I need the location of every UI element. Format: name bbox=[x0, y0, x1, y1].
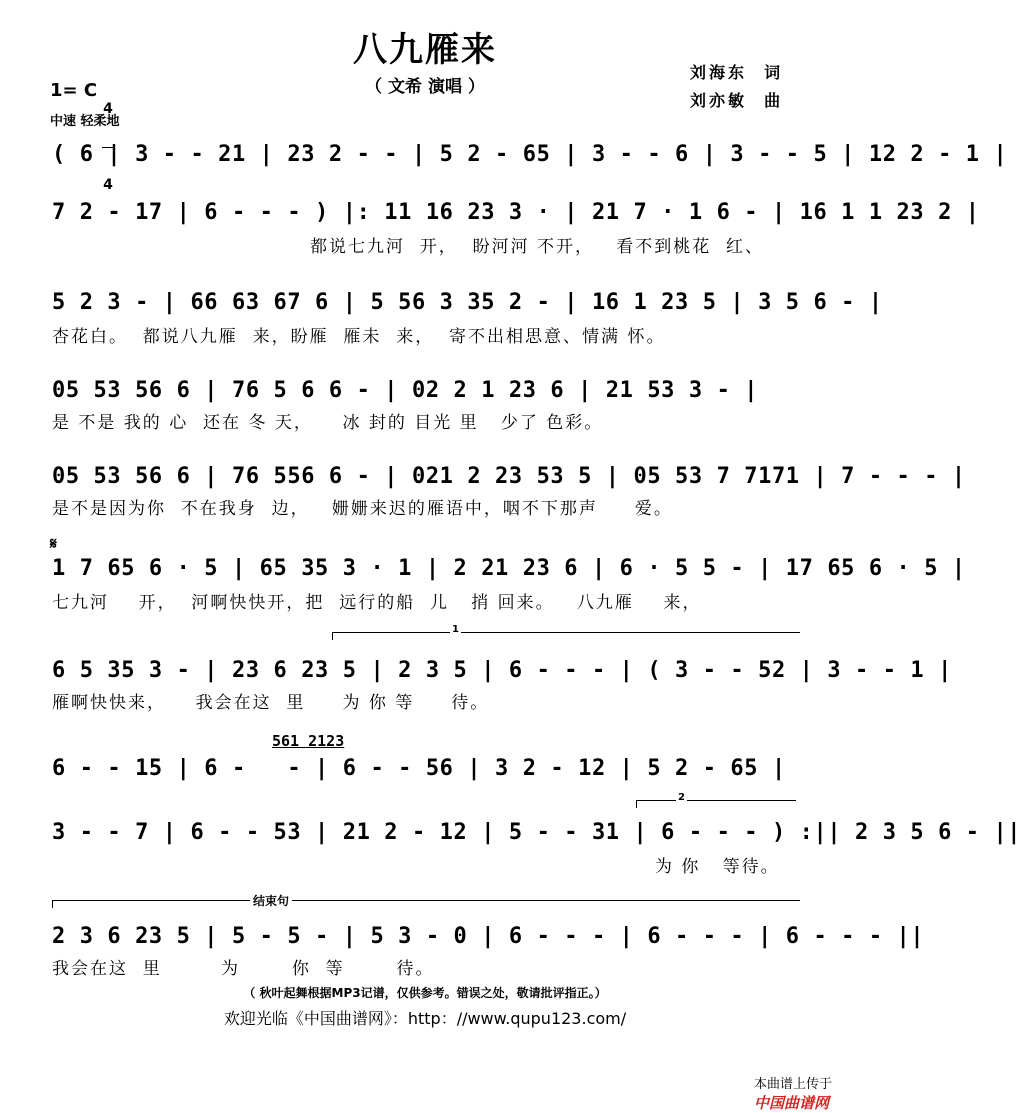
lyric-row-6: 七九河 开， 河啊快快开，把 远行的船 儿 捎 回来。 八九雁 来， bbox=[52, 593, 702, 613]
lyric-row-2: 都说七九河 开， 盼河河 不开， 看不到桃花 红、 bbox=[310, 237, 765, 257]
lyric-row-5: 是不是因为你 不在我身 边， 姗姗来迟的雁语中，咽不下那声 爱。 bbox=[52, 499, 673, 519]
welcome-line: 欢迎光临《中国曲谱网》：http：//www.qupu123.com/ bbox=[223, 1009, 627, 1028]
key-signature: 1= C bbox=[50, 80, 98, 101]
notation-row-10: 2 3 6 23 5 | 5 - 5 - | 5 3 - 0 | 6 - - - | 6 - - - | 6 - - - || bbox=[52, 924, 925, 949]
grace-notes: 561 2123 bbox=[272, 732, 345, 750]
lyric-row-10: 我会在这 里 为 你 等 待。 bbox=[52, 959, 435, 979]
time-signature-bottom: 4 bbox=[103, 177, 113, 193]
notation-row-6: 1 7 65 6 · 5 | 65 35 3 · 1 | 2 21 23 6 | 6 · 5 5 - | 17 65 6 · 5 | bbox=[52, 556, 966, 581]
lyric-row-7: 雁啊快快来， 我会在这 里 为 你 等 待。 bbox=[52, 693, 490, 713]
song-title: 八九雁来 bbox=[353, 30, 497, 70]
ending-phrase-line bbox=[52, 900, 800, 901]
tempo-marking: 中速 轻柔地 bbox=[50, 114, 120, 129]
lyricist-credit: 刘海东 词 bbox=[690, 63, 784, 82]
notation-row-3: 5 2 3 - | 66 63 67 6 | 5 56 3 35 2 - | 16 1 23 5 | 3 5 6 - | bbox=[52, 290, 883, 315]
volta-first-line bbox=[332, 632, 800, 633]
lyric-row-4: 是 不是 我的 心 还在 冬 天， 冰 封的 目光 里 少了 色彩。 bbox=[52, 413, 604, 433]
time-signature-top: 4 bbox=[103, 101, 113, 117]
lyric-row-9: 为 你 等待。 bbox=[655, 857, 780, 877]
lyric-row-3: 杏花白。 都说八九雁 来，盼雁 雁未 来， 寄不出相思意、情满 怀。 bbox=[52, 327, 666, 347]
upload-label: 本曲谱上传于 bbox=[753, 1077, 832, 1092]
notation-row-2: 7 2 - 17 | 6 - - - ) |: 11 16 23 3 · | 21 7 · 1 6 - | 16 1 1 23 2 | bbox=[52, 200, 980, 225]
volta-second-line bbox=[636, 800, 796, 801]
composer-credit: 刘亦敏 曲 bbox=[690, 91, 784, 110]
notation-row-7: 6 5 35 3 - | 23 6 23 5 | 2 3 5 | 6 - - - | ( 3 - - 52 | 3 - - 1 | bbox=[52, 658, 952, 683]
transcriber-note: （ 秋叶起舞根据MP3记谱，仅供参考。错误之处，敬请批评指正。） bbox=[243, 986, 607, 1000]
ending-phrase-label: 结束句 bbox=[250, 892, 292, 909]
notation-row-1: ( 6 | 3 - - 21 | 23 2 - - | 5 2 - 65 | 3 - - 6 | 3 - - 5 | 12 2 - 1 | bbox=[52, 142, 1008, 167]
notation-row-5: 05 53 56 6 | 76 556 6 - | 021 2 23 53 5 | 05 53 7 7171 | 7 - - - | bbox=[52, 464, 966, 489]
brand-logo: 中国曲谱网 bbox=[753, 1094, 829, 1112]
volta-first-cap bbox=[332, 632, 333, 640]
volta-second-cap bbox=[636, 800, 637, 808]
upload-brand bbox=[746, 1058, 832, 1113]
volta-second-number: 2 bbox=[678, 792, 685, 803]
notation-row-8: 6 - - 15 | 6 - - | 6 - - 56 | 3 2 - 12 | 5 2 - 65 | bbox=[52, 756, 786, 781]
singer-credit: （ 文希 演唱 ） bbox=[365, 77, 485, 97]
volta-first-number: 1 bbox=[452, 624, 459, 635]
segno-sign: 𝄋 bbox=[50, 534, 57, 553]
notation-row-9: 3 - - 7 | 6 - - 53 | 21 2 - 12 | 5 - - 31 | 6 - - - ) :|| 2 3 5 6 - || bbox=[52, 820, 1021, 845]
time-signature bbox=[102, 72, 114, 208]
notation-row-4: 05 53 56 6 | 76 5 6 6 - | 02 2 1 23 6 | 21 53 3 - | bbox=[52, 378, 759, 403]
ending-phrase-cap bbox=[52, 900, 53, 908]
